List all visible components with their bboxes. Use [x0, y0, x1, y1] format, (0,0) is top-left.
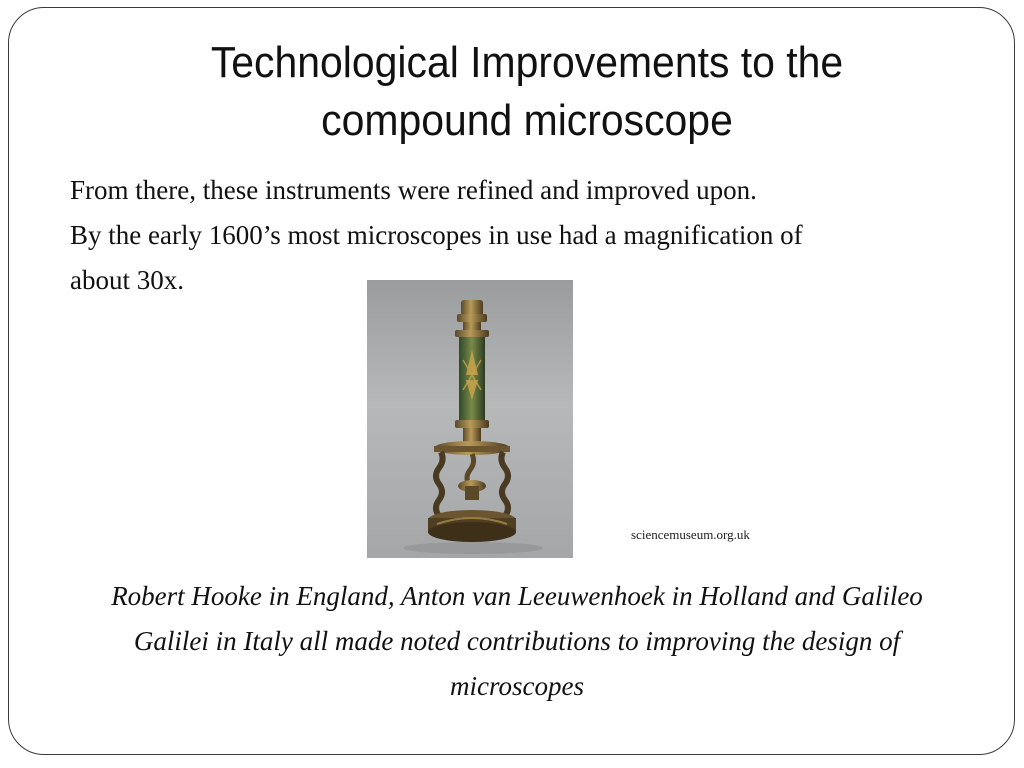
body-line-3: about 30x. — [70, 265, 184, 295]
microscope-photo — [367, 280, 573, 558]
caption-line-1: Robert Hooke in England, Anton van Leeuwenhoek in Holland and Galileo — [111, 581, 923, 611]
body-line-2: By the early 1600’s most microscopes in use had a magnification of — [70, 220, 803, 250]
body-line-1: From there, these instruments were refined and improved upon. — [70, 175, 757, 205]
caption-line-3: microscopes — [450, 671, 584, 701]
caption-line-2: Galilei in Italy all made noted contributions to improving the design of — [133, 626, 901, 656]
microscope-illustration — [367, 280, 573, 558]
caption — [60, 574, 974, 709]
title-line-2: compound microscope — [321, 96, 733, 145]
image-credit: sciencemuseum.org.uk — [631, 527, 750, 542]
slide-title — [93, 34, 962, 150]
title-line-1: Technological Improvements to the — [210, 38, 844, 87]
